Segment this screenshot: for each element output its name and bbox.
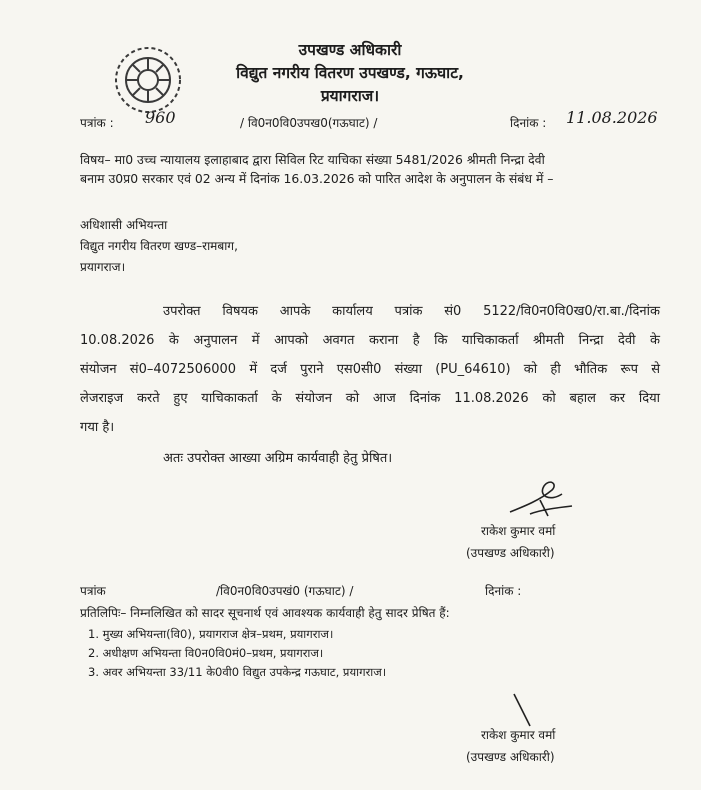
- copy-ref-date-label: दिनांक :: [485, 584, 522, 598]
- body-line-3: संयोजन सं0–4072506000 में दर्ज पुराने एस0सी0 संख्या (PU_64610) को ही भौतिक रूप से: [80, 362, 660, 377]
- ref-number: 960: [145, 108, 176, 127]
- office-city: प्रयागराज।: [320, 87, 380, 105]
- signer-title-1: (उपखण्ड अधिकारी): [466, 546, 555, 560]
- body-line-2: 10.08.2026 के अनुपालन में आपको अवगत कराना है कि याचिकाकर्ता श्रीमती निन्द्रा देवी के: [80, 333, 660, 348]
- body-line-1: उपरोक्त विषयक आपके कार्यालय पत्रांक सं0 5122/वि0न0वि0ख0/रा.बा./दिनांक: [163, 304, 660, 319]
- addressee-line-2: विद्युत नगरीय वितरण खण्ड–रामबाग,: [80, 239, 238, 253]
- signer-title-2: (उपखण्ड अधिकारी): [466, 750, 555, 764]
- office-title: उपखण्ड अधिकारी: [298, 41, 402, 59]
- addressee-line-1: अधिशासी अभियन्ता: [80, 218, 168, 232]
- body-closing: अतः उपरोक्त आख्या अग्रिम कार्यवाही हेतु प्रेषित।: [163, 451, 393, 466]
- copy-item-3: 3. अवर अभियन्ता 33/11 के0वी0 विद्युत उपकेन्द्र गऊघाट, प्रयागराज।: [88, 665, 387, 679]
- body-line-4: लेजराइज करते हुए याचिकाकर्ता के संयोजन को आज दिनांक 11.08.2026 को बहाल कर दिया: [80, 391, 660, 406]
- office-name: विद्युत नगरीय वितरण उपखण्ड, गऊघाट,: [236, 64, 464, 82]
- signature-mark-2: [500, 690, 540, 730]
- ref-date: 11.08.2026: [566, 108, 658, 127]
- subject-line-2: बनाम उ0प्र0 सरकार एवं 02 अन्य में दिनांक 16.03.2026 को पारित आदेश के अनुपालन के संबंध में –: [80, 171, 554, 186]
- ref-code: / वि0न0वि0उपख0(गऊघाट) /: [240, 116, 378, 130]
- copy-ref-label: पत्रांक: [80, 584, 106, 598]
- subject-line-1: विषय– मा0 उच्च न्यायालय इलाहाबाद द्वारा सिविल रिट याचिका संख्या 5481/2026 श्रीमती निन्द्रा देवी: [80, 152, 545, 167]
- copy-ref-code: /वि0न0वि0उपखं0 (गऊघाट) /: [216, 584, 354, 598]
- body-line-5: गया है।: [80, 420, 115, 435]
- copy-item-1: 1. मुख्य अभियन्ता(वि0), प्रयागराज क्षेत्र–प्रथम, प्रयागराज।: [88, 627, 334, 641]
- addressee-line-3: प्रयागराज।: [80, 260, 126, 274]
- copy-item-2: 2. अधीक्षण अभियन्ता वि0न0वि0मं0–प्रथम, प्रयागराज।: [88, 646, 324, 660]
- signer-name-1: राकेश कुमार वर्मा: [481, 524, 556, 538]
- copy-intro: प्रतिलिपिः– निम्नलिखित को सादर सूचनार्थ एवं आवश्यक कार्यवाही हेतु सादर प्रेषित हैं:: [80, 606, 450, 620]
- signer-name-2: राकेश कुमार वर्मा: [481, 728, 556, 742]
- ref-label: पत्रांक :: [80, 116, 114, 130]
- ref-date-label: दिनांक :: [510, 116, 547, 130]
- signature-mark: [500, 470, 580, 520]
